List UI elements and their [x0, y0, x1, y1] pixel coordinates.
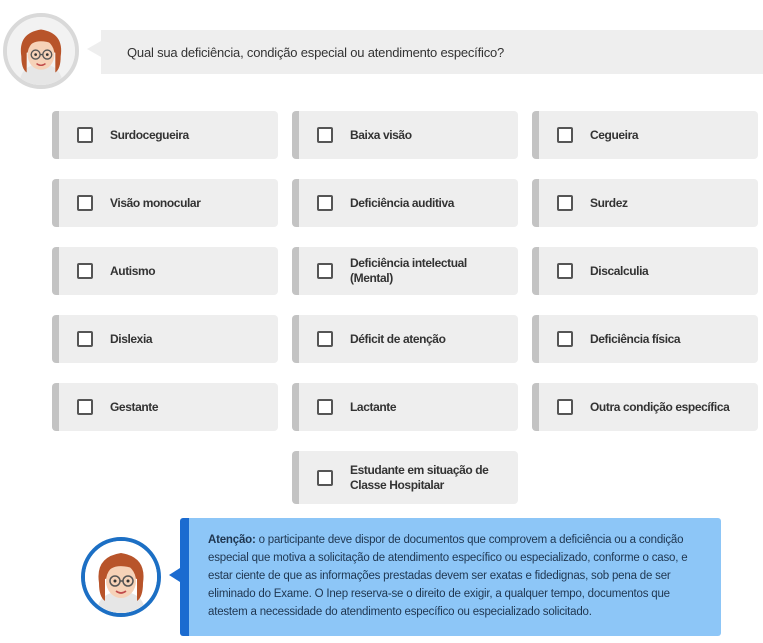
option-label: Deficiência auditiva: [350, 195, 455, 210]
checkbox-unchecked-icon[interactable]: [317, 127, 333, 143]
option-outra-condicao[interactable]: [532, 383, 758, 431]
checkbox-unchecked-icon[interactable]: [317, 263, 333, 279]
checkbox-unchecked-icon[interactable]: [77, 195, 93, 211]
option-label: Outra condição específica: [590, 399, 730, 414]
option-cegueira[interactable]: [532, 111, 758, 159]
attention-lead: Atenção:: [208, 534, 256, 546]
option-label: Dislexia: [110, 331, 153, 346]
question-bubble: [101, 30, 763, 74]
option-label: Surdocegueira: [110, 127, 189, 142]
checkbox-unchecked-icon[interactable]: [317, 399, 333, 415]
attention-text: o participante deve dispor de documentos que comprovem a deficiência ou a condição especial que motiva a solicitação de atendimento específico ou especializado, conforme o caso, e estar ciente de que as informações prestadas devem ser exatas e fidedignas, sob pena de ser eliminado do Exame. O Inep reserva-se o direito de exigir, a qualquer tempo, documentos que atestem a necessidade do atendimento específico ou especializado solicitado.: [208, 534, 688, 618]
option-label: Deficiência física: [590, 331, 681, 346]
attention-pointer: [169, 568, 180, 582]
option-gestante[interactable]: [52, 383, 278, 431]
option-label: Autismo: [110, 263, 156, 278]
option-lactante[interactable]: [292, 383, 518, 431]
checkbox-unchecked-icon[interactable]: [317, 195, 333, 211]
option-dislexia[interactable]: [52, 315, 278, 363]
option-discalculia[interactable]: [532, 247, 758, 295]
checkbox-unchecked-icon[interactable]: [317, 470, 333, 486]
option-deficit-atencao[interactable]: [292, 315, 518, 363]
option-label: Surdez: [590, 195, 628, 210]
option-label: Estudante em situação de Classe Hospitalar: [350, 462, 489, 492]
option-classe-hospitalar[interactable]: [292, 451, 518, 504]
option-deficiencia-fisica[interactable]: [532, 315, 758, 363]
checkbox-unchecked-icon[interactable]: [557, 331, 573, 347]
option-surdocegueira[interactable]: [52, 111, 278, 159]
attention-box: [180, 518, 721, 636]
option-label: Déficit de atenção: [350, 331, 446, 346]
option-visao-monocular[interactable]: [52, 179, 278, 227]
option-label: Baixa visão: [350, 127, 412, 142]
checkbox-unchecked-icon[interactable]: [557, 399, 573, 415]
checkbox-unchecked-icon[interactable]: [77, 127, 93, 143]
option-label: Gestante: [110, 399, 159, 414]
option-autismo[interactable]: [52, 247, 278, 295]
option-deficiencia-auditiva[interactable]: [292, 179, 518, 227]
option-deficiencia-intelectual[interactable]: [292, 247, 518, 295]
checkbox-unchecked-icon[interactable]: [557, 263, 573, 279]
option-label: Visão monocular: [110, 195, 201, 210]
checkbox-unchecked-icon[interactable]: [77, 399, 93, 415]
assistant-avatar-icon: [3, 13, 79, 89]
option-baixa-visao[interactable]: [292, 111, 518, 159]
checkbox-unchecked-icon[interactable]: [77, 331, 93, 347]
checkbox-unchecked-icon[interactable]: [557, 127, 573, 143]
option-label: Lactante: [350, 399, 397, 414]
assistant-avatar-icon: [81, 537, 161, 617]
checkbox-unchecked-icon[interactable]: [77, 263, 93, 279]
option-label: Cegueira: [590, 127, 639, 142]
question-text: Qual sua deficiência, condição especial ou atendimento específico?: [127, 44, 505, 60]
option-label: Discalculia: [590, 263, 649, 278]
option-label: Deficiência intelectual (Mental): [350, 256, 467, 285]
checkbox-unchecked-icon[interactable]: [557, 195, 573, 211]
option-surdez[interactable]: [532, 179, 758, 227]
checkbox-unchecked-icon[interactable]: [317, 331, 333, 347]
